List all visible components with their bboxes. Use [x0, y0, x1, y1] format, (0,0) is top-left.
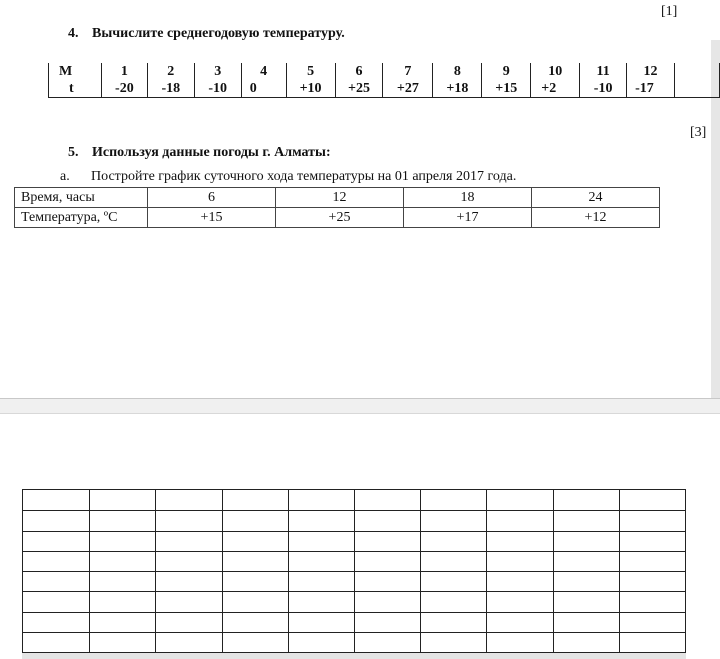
temperature-row-header: t — [49, 80, 102, 98]
hourly-temperature-cell: +15 — [148, 208, 276, 228]
task4-title: Вычислите среднегодовую температуру. — [92, 26, 345, 41]
time-cell: 24 — [532, 188, 660, 208]
hourly-temperature-cell: +25 — [276, 208, 404, 228]
almaty-weather-table — [14, 187, 660, 228]
grid-horizontal-line — [23, 510, 685, 511]
month-cell: 4 — [241, 63, 286, 80]
month-cell: 11 — [580, 63, 627, 80]
grid-horizontal-line — [23, 591, 685, 592]
temperature-hourly-row — [15, 208, 660, 228]
grid-horizontal-line — [23, 531, 685, 532]
month-cell: 9 — [482, 63, 531, 80]
monthly-temperature-table — [48, 63, 720, 98]
task5-heading — [68, 145, 331, 161]
time-cell: 6 — [148, 188, 276, 208]
month-cell-empty — [675, 63, 720, 80]
temperature-cell: +15 — [482, 80, 531, 98]
grid-horizontal-line — [23, 571, 685, 572]
time-row — [15, 188, 660, 208]
temperature-cell: -17 — [627, 80, 675, 98]
hourly-temperature-cell: +12 — [532, 208, 660, 228]
temperature-cell: +25 — [335, 80, 383, 98]
month-cell: 2 — [147, 63, 194, 80]
month-cell: 1 — [101, 63, 147, 80]
temperature-cell: -10 — [580, 80, 627, 98]
task4-number: 4. — [68, 26, 79, 41]
temperature-cell: -10 — [194, 80, 241, 98]
temperature-cell: -18 — [147, 80, 194, 98]
month-cell: 6 — [335, 63, 383, 80]
month-row-header: M — [49, 63, 102, 80]
grid-bottom-shade — [22, 653, 686, 659]
temperature-cell: -20 — [101, 80, 147, 98]
temperature-cell: 0 — [241, 80, 286, 98]
task5-title: Используя данные погоды г. Алматы: — [92, 145, 331, 160]
task5-number: 5. — [68, 145, 79, 160]
time-cell: 18 — [404, 188, 532, 208]
task5a-letter: a. — [60, 169, 70, 184]
blank-graph-grid — [22, 489, 686, 653]
temperature-cell: +27 — [383, 80, 433, 98]
temperature-row-label: Температура, ºС — [15, 208, 148, 228]
task4-heading — [68, 26, 345, 42]
page-break-separator — [0, 398, 720, 414]
temperature-cell: +18 — [433, 80, 482, 98]
grid-horizontal-line — [23, 632, 685, 633]
temperature-row — [49, 80, 720, 98]
month-cell: 12 — [627, 63, 675, 80]
hourly-temperature-cell: +17 — [404, 208, 532, 228]
month-cell: 8 — [433, 63, 482, 80]
temperature-cell-empty — [675, 80, 720, 98]
month-cell: 3 — [194, 63, 241, 80]
month-row — [49, 63, 720, 80]
task5-score: [3] — [690, 125, 707, 140]
grid-horizontal-line — [23, 551, 685, 552]
task5a-instruction — [60, 169, 516, 185]
month-cell: 10 — [531, 63, 580, 80]
month-cell: 7 — [383, 63, 433, 80]
task5a-text: Постройте график суточного хода температуры на 01 апреля 2017 года. — [91, 169, 517, 184]
time-cell: 12 — [276, 188, 404, 208]
month-cell: 5 — [286, 63, 335, 80]
temperature-cell: +2 — [531, 80, 580, 98]
time-row-label: Время, часы — [15, 188, 148, 208]
temperature-cell: +10 — [286, 80, 335, 98]
task4-score: [1] — [661, 4, 678, 19]
grid-horizontal-line — [23, 612, 685, 613]
